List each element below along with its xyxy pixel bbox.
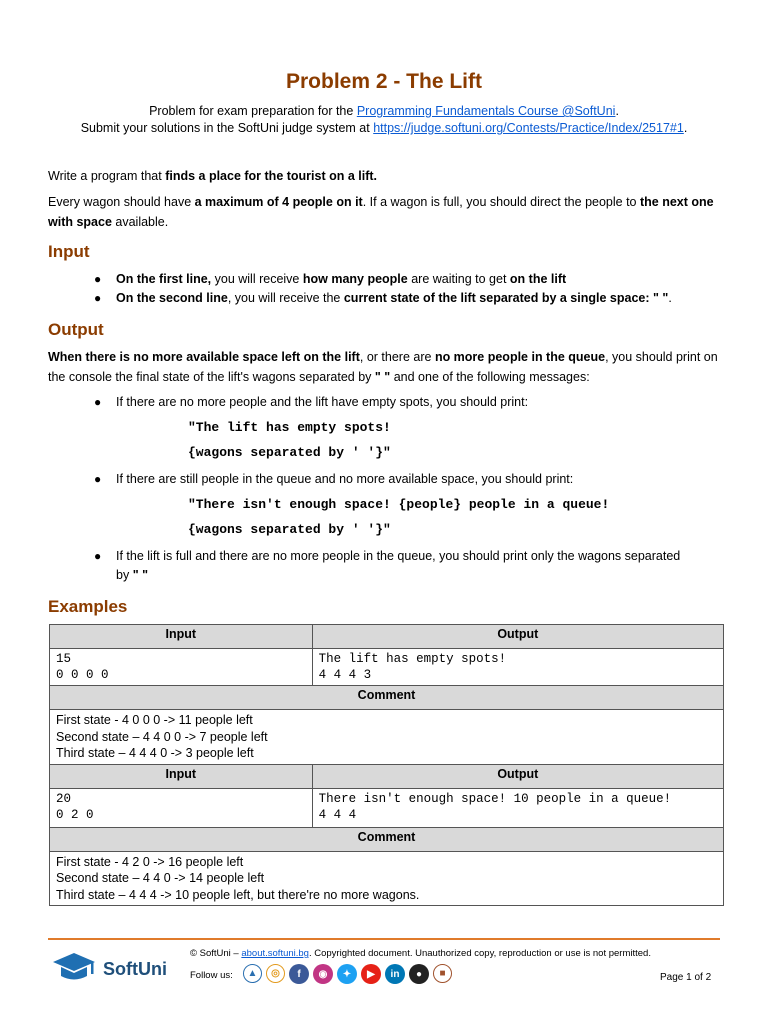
about-link[interactable]: about.softuni.bg	[241, 948, 309, 959]
bullet-icon: ●	[94, 291, 102, 305]
footer-divider	[48, 938, 720, 940]
judge-link[interactable]: https://judge.softuni.org/Contests/Practice/Index/2517#1	[373, 121, 684, 135]
input-column-header: Input	[50, 625, 313, 649]
examples-table	[49, 624, 724, 906]
twitter-icon[interactable]: ✦	[337, 964, 357, 984]
output-case-1: ● If there are no more people and the lift have empty spots, you should print:	[116, 393, 716, 412]
table-row	[50, 851, 724, 906]
github-icon[interactable]: ●	[409, 964, 429, 984]
input-column-header: Input	[50, 764, 313, 788]
intro-line-1: Problem for exam preparation for the Programming Fundamentals Course @SoftUni.	[149, 104, 619, 118]
softuni-logo-icon	[50, 948, 175, 988]
blog-icon[interactable]: ■	[433, 964, 452, 983]
comment-header-row	[50, 827, 724, 851]
copyright-notice: © SoftUni – about.softuni.bg. Copyrighted document. Unauthorized copy, reproduction or use is not permitted.	[190, 948, 651, 959]
facebook-icon[interactable]: f	[289, 964, 309, 984]
comment-header: Comment	[50, 827, 724, 851]
page-title: Problem 2 - The Lift	[285, 70, 482, 93]
case1-code-line-2: {wagons separated by ' '}"	[188, 445, 391, 460]
example-input-cell: 20 0 2 0	[50, 788, 313, 827]
example-output-cell: There isn't enough space! 10 people in a queue! 4 4 4	[312, 788, 723, 827]
comment-header-row	[50, 686, 724, 710]
table-header-row	[50, 625, 724, 649]
example-input-cell: 15 0 0 0 0	[50, 649, 313, 686]
description-paragraph-1: Write a program that finds a place for the tourist on a lift.	[48, 169, 378, 183]
output-column-header: Output	[312, 764, 723, 788]
softuni-logo[interactable]	[50, 948, 175, 988]
linkedin-icon[interactable]: in	[385, 964, 405, 984]
input-bullet-2: ● On the second line, you will receive the current state of the lift separated by a single space: " ".	[116, 289, 716, 308]
instagram-icon[interactable]: ◉	[313, 964, 333, 984]
bullet-icon: ●	[94, 549, 102, 563]
softuni-creative-icon[interactable]: ◎	[266, 964, 285, 983]
page-number: Page 1 of 2	[660, 972, 712, 983]
output-paragraph: When there is no more available space left on the lift, or there are no more people in the queue, you should print on the console the final state of the lift's wagons separated by " " and one of the following messages:	[48, 350, 718, 384]
table-row	[50, 788, 724, 827]
follow-us-label: Follow us:	[190, 970, 233, 981]
case1-code-line-1: "The lift has empty spots!	[188, 420, 391, 435]
table-header-row	[50, 764, 724, 788]
examples-heading: Examples	[48, 597, 128, 616]
youtube-icon[interactable]: ▶	[361, 964, 381, 984]
course-link[interactable]: Programming Fundamentals Course @SoftUni	[356, 104, 616, 118]
input-bullet-1: ● On the first line, you will receive how many people are waiting to get on the lift	[116, 270, 716, 289]
example-output-cell: The lift has empty spots! 4 4 4 3	[312, 649, 723, 686]
softuni-icon[interactable]: ▲	[243, 964, 262, 983]
output-column-header: Output	[312, 625, 723, 649]
output-case-3: ● If the lift is full and there are no more people in the queue, you should print only the wagons separated by " "	[94, 549, 681, 582]
example-comment-cell: First state - 4 0 0 0 -> 11 people left Second state – 4 4 0 0 -> 7 people left Third state – 4 4 4 0 -> 3 people left	[50, 710, 724, 765]
case2-code-line-2: {wagons separated by ' '}"	[188, 522, 391, 537]
svg-text:SoftUni: SoftUni	[103, 959, 167, 979]
example-comment-cell: First state - 4 2 0 -> 16 people left Second state – 4 4 0 -> 14 people left Third state – 4 4 4 -> 10 people left, but there're no more wagons.	[50, 851, 724, 906]
comment-header: Comment	[50, 686, 724, 710]
bullet-icon: ●	[94, 472, 102, 486]
input-heading: Input	[48, 242, 90, 261]
table-row	[50, 710, 724, 765]
output-case-2: ● If there are still people in the queue and no more available space, you should print:	[116, 470, 716, 489]
bullet-icon: ●	[94, 272, 102, 286]
table-row	[50, 649, 724, 686]
intro-line-2: Submit your solutions in the SoftUni judge system at https://judge.softuni.org/Contests/Practice/Index/2517#1.	[80, 121, 688, 135]
output-heading: Output	[48, 320, 104, 339]
social-icons	[243, 964, 452, 984]
bullet-icon: ●	[94, 395, 102, 409]
description-paragraph-2: Every wagon should have a maximum of 4 people on it. If a wagon is full, you should direct the people to the next one with space available.	[48, 195, 714, 229]
case2-code-line-1: "There isn't enough space! {people} people in a queue!	[188, 497, 610, 512]
